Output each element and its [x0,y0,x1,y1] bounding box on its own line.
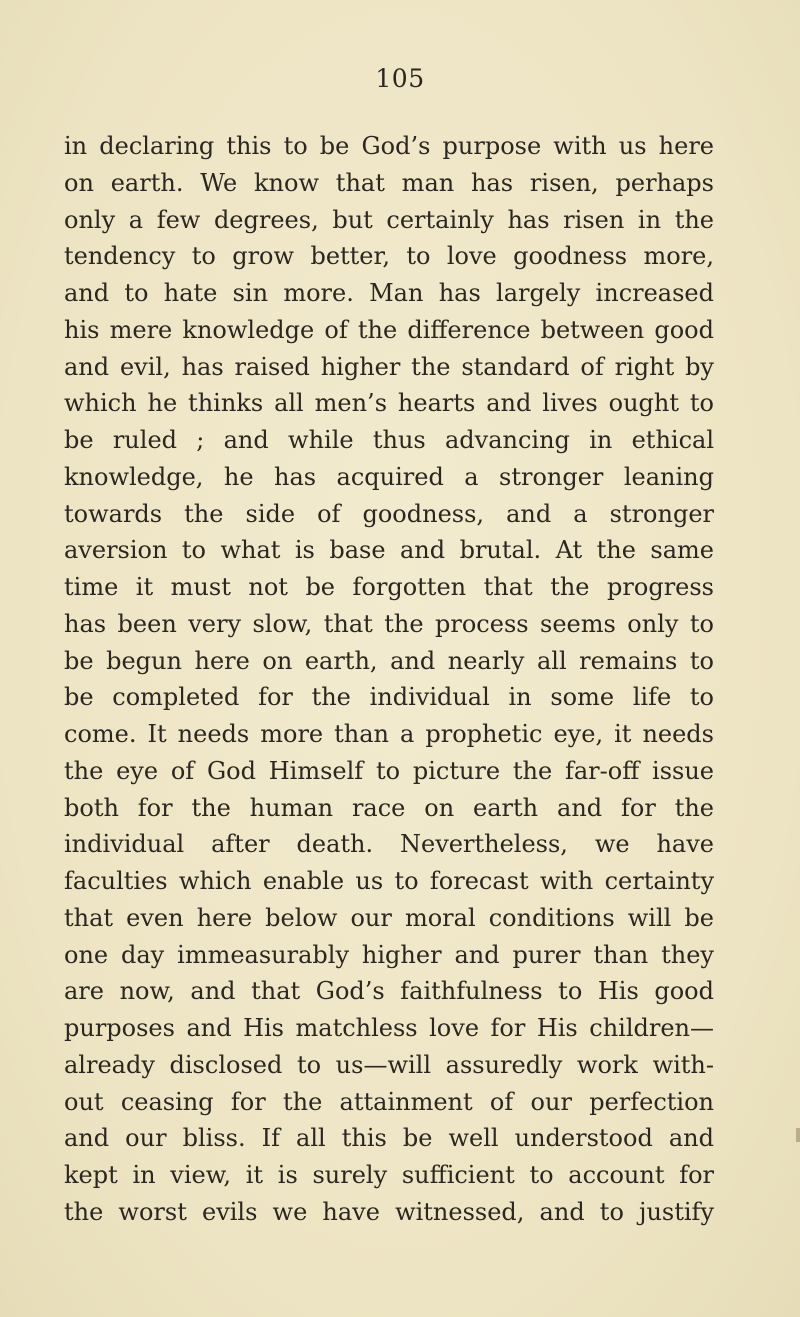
page-edge-mark [796,1128,800,1142]
text-line: only a few degrees, but certainly has risen in the [64,205,714,234]
text-line: be begun here on earth, and nearly all remains to [64,646,714,675]
page-number: 105 [375,64,425,93]
text-line: the worst evils we have witnessed, and to justify [64,1197,714,1226]
body-text [64,128,714,1231]
text-line: tendency to grow better, to love goodness more, [64,242,714,271]
text-line: faculties which enable us to forecast with certainty [64,867,714,895]
text-line: the eye of God Himself to picture the far-off issue [64,756,714,785]
text-line: are now, and that God’s faithfulness to His good [64,977,714,1006]
text-line: and to hate sin more. Man has largely increased [64,279,714,307]
text-line: his mere knowledge of the difference between good [64,315,714,344]
text-line: already disclosed to us—will assuredly work with- [64,1050,714,1079]
text-line: that even here below our moral conditions will be [64,903,714,932]
text-line: kept in view, it is surely sufficient to account for [64,1161,714,1189]
text-line: individual after death. Nevertheless, we have [64,830,714,859]
text-line: which he thinks all men’s hearts and lives ought to [64,389,714,418]
text-line: out ceasing for the attainment of our perfection [64,1087,714,1116]
text-line: on earth. We know that man has risen, perhaps [64,168,714,197]
text-line: and our bliss. If all this be well understood and [64,1124,714,1153]
text-line: towards the side of goodness, and a stronger [64,499,714,528]
text-line: be ruled ; and while thus advancing in ethical [64,426,714,454]
text-line: time it must not be forgotten that the progress [64,573,714,601]
text-line: knowledge, he has acquired a stronger leaning [64,462,714,491]
text-line: has been very slow, that the process seems only to [64,609,714,638]
text-line: be completed for the individual in some life to [64,683,714,712]
text-line: one day immeasurably higher and purer than they [64,940,714,969]
text-line: both for the human race on earth and for the [64,793,714,822]
text-line: come. It needs more than a prophetic eye, it needs [64,720,714,748]
text-line: and evil, has raised higher the standard of right by [64,352,714,381]
text-line: purposes and His matchless love for His children— [64,1014,714,1042]
text-line: aversion to what is base and brutal. At the same [64,536,714,565]
text-line: in declaring this to be God’s purpose with us here [64,132,714,160]
